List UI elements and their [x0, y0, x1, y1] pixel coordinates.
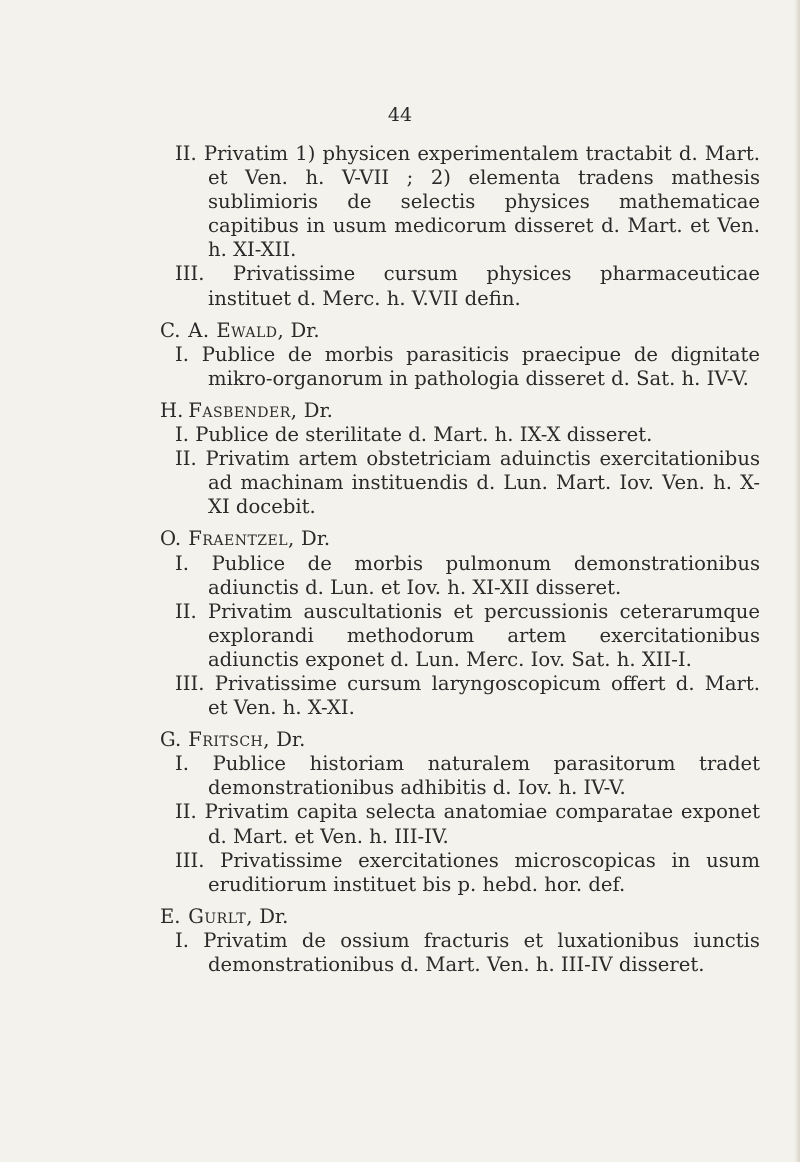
professor-title: Dr. [303, 398, 333, 422]
lecture-item [175, 262, 760, 310]
professor-name: Fasbender, [188, 398, 298, 422]
item-numeral: II. [175, 447, 197, 471]
professor-entry [160, 527, 760, 720]
item-numeral: II. [175, 800, 197, 824]
item-text: Privatim 1) physicen experimentalem tractabit d. Mart. et Ven. h. V-VII ; 2) elementa tradens mathesis sublimioris de selectis physices mathematicae capitibus in usum medicorum disseret d. Mart. et Ven. h. XI-XII. [203, 142, 760, 262]
page-edge-shadow [794, 0, 800, 1162]
item-numeral: I. [175, 752, 189, 776]
lecture-item [175, 752, 760, 800]
lecture-item [175, 849, 760, 897]
professor-initial: C. [160, 318, 181, 342]
professor-initial: G. [160, 728, 182, 752]
professor-list [160, 319, 760, 977]
professor-heading [160, 319, 760, 343]
lecture-item [175, 929, 760, 977]
item-text: Privatissime cursum laryngoscopicum offert d. Mart. et Ven. h. X-XI. [208, 671, 760, 720]
item-text: Publice de morbis pulmonum demonstrationibus adiunctis d. Lun. et Iov. h. XI-XII disseret. [208, 551, 760, 599]
professor-heading [160, 527, 760, 551]
professor-title: Dr. [301, 527, 331, 551]
professor-name: Fritsch, [188, 728, 270, 752]
item-numeral: II. [175, 142, 197, 165]
professor-title: Dr. [290, 318, 320, 342]
professor-name: A. Ewald, [188, 318, 285, 342]
professor-entry [160, 319, 760, 391]
professor-heading [160, 728, 760, 752]
lecture-list [160, 142, 760, 985]
item-numeral: II. [175, 599, 197, 623]
item-numeral: I. [175, 342, 189, 366]
item-text: Privatissime cursum physices pharmaceuticae instituet d. Merc. h. V.VII defin. [208, 262, 760, 310]
lecture-item [175, 600, 760, 672]
lecture-item [175, 142, 760, 262]
professor-initial: E. [160, 904, 181, 928]
professor-title: Dr. [259, 904, 289, 928]
professor-title: Dr. [276, 728, 306, 752]
item-text: Publice historiam naturalem parasitorum tradet demonstrationibus adhibitis d. Iov. h. IV-V. [208, 752, 760, 800]
professor-entry [160, 728, 760, 897]
item-text: Publice de sterilitate d. Mart. h. IX-X disseret. [195, 423, 653, 447]
item-numeral: III. [175, 671, 205, 695]
item-numeral: I. [175, 423, 189, 447]
professor-entry [160, 905, 760, 977]
item-text: Privatim capita selecta anatomiae comparatae exponet d. Mart. et Ven. h. III-IV. [204, 800, 760, 848]
professor-entry [160, 399, 760, 519]
lead-block [160, 142, 760, 311]
item-numeral: III. [175, 848, 205, 872]
lecture-item [175, 423, 760, 447]
lecture-item [175, 343, 760, 391]
lecture-item [175, 552, 760, 600]
professor-name: Gurlt, [188, 904, 253, 928]
professor-heading [160, 905, 760, 929]
item-numeral: III. [175, 262, 205, 286]
lecture-item [175, 800, 760, 848]
item-text: Privatim auscultationis et percussionis ceterarumque explorandi methodorum artem exercitationibus adiunctis exponet d. Lun. Merc. Iov. Sat. h. XII-I. [207, 599, 760, 671]
item-text: Publice de morbis parasiticis praecipue de dignitate mikro-organorum in pathologia disseret d. Sat. h. IV-V. [201, 342, 760, 390]
professor-initial: H. [160, 398, 184, 422]
lecture-item [175, 447, 760, 519]
item-numeral: I. [175, 928, 189, 952]
item-text: Privatim de ossium fracturis et luxationibus iunctis demonstrationibus d. Mart. Ven. h. III-IV disseret. [203, 928, 760, 976]
item-text: Privatim artem obstetriciam aduinctis exercitationibus ad machinam instituendis d. Lun. Mart. Iov. Ven. h. X-XI docebit. [205, 447, 761, 519]
professor-name: Fraentzel, [188, 527, 295, 551]
lecture-item [175, 672, 760, 720]
page-number: 44 [387, 104, 413, 126]
item-numeral: I. [175, 551, 189, 575]
professor-initial: O. [160, 527, 182, 551]
professor-heading [160, 399, 760, 423]
item-text: Privatissime exercitationes microscopicas in usum eruditiorum instituet bis p. hebd. hor. def. [208, 848, 760, 896]
